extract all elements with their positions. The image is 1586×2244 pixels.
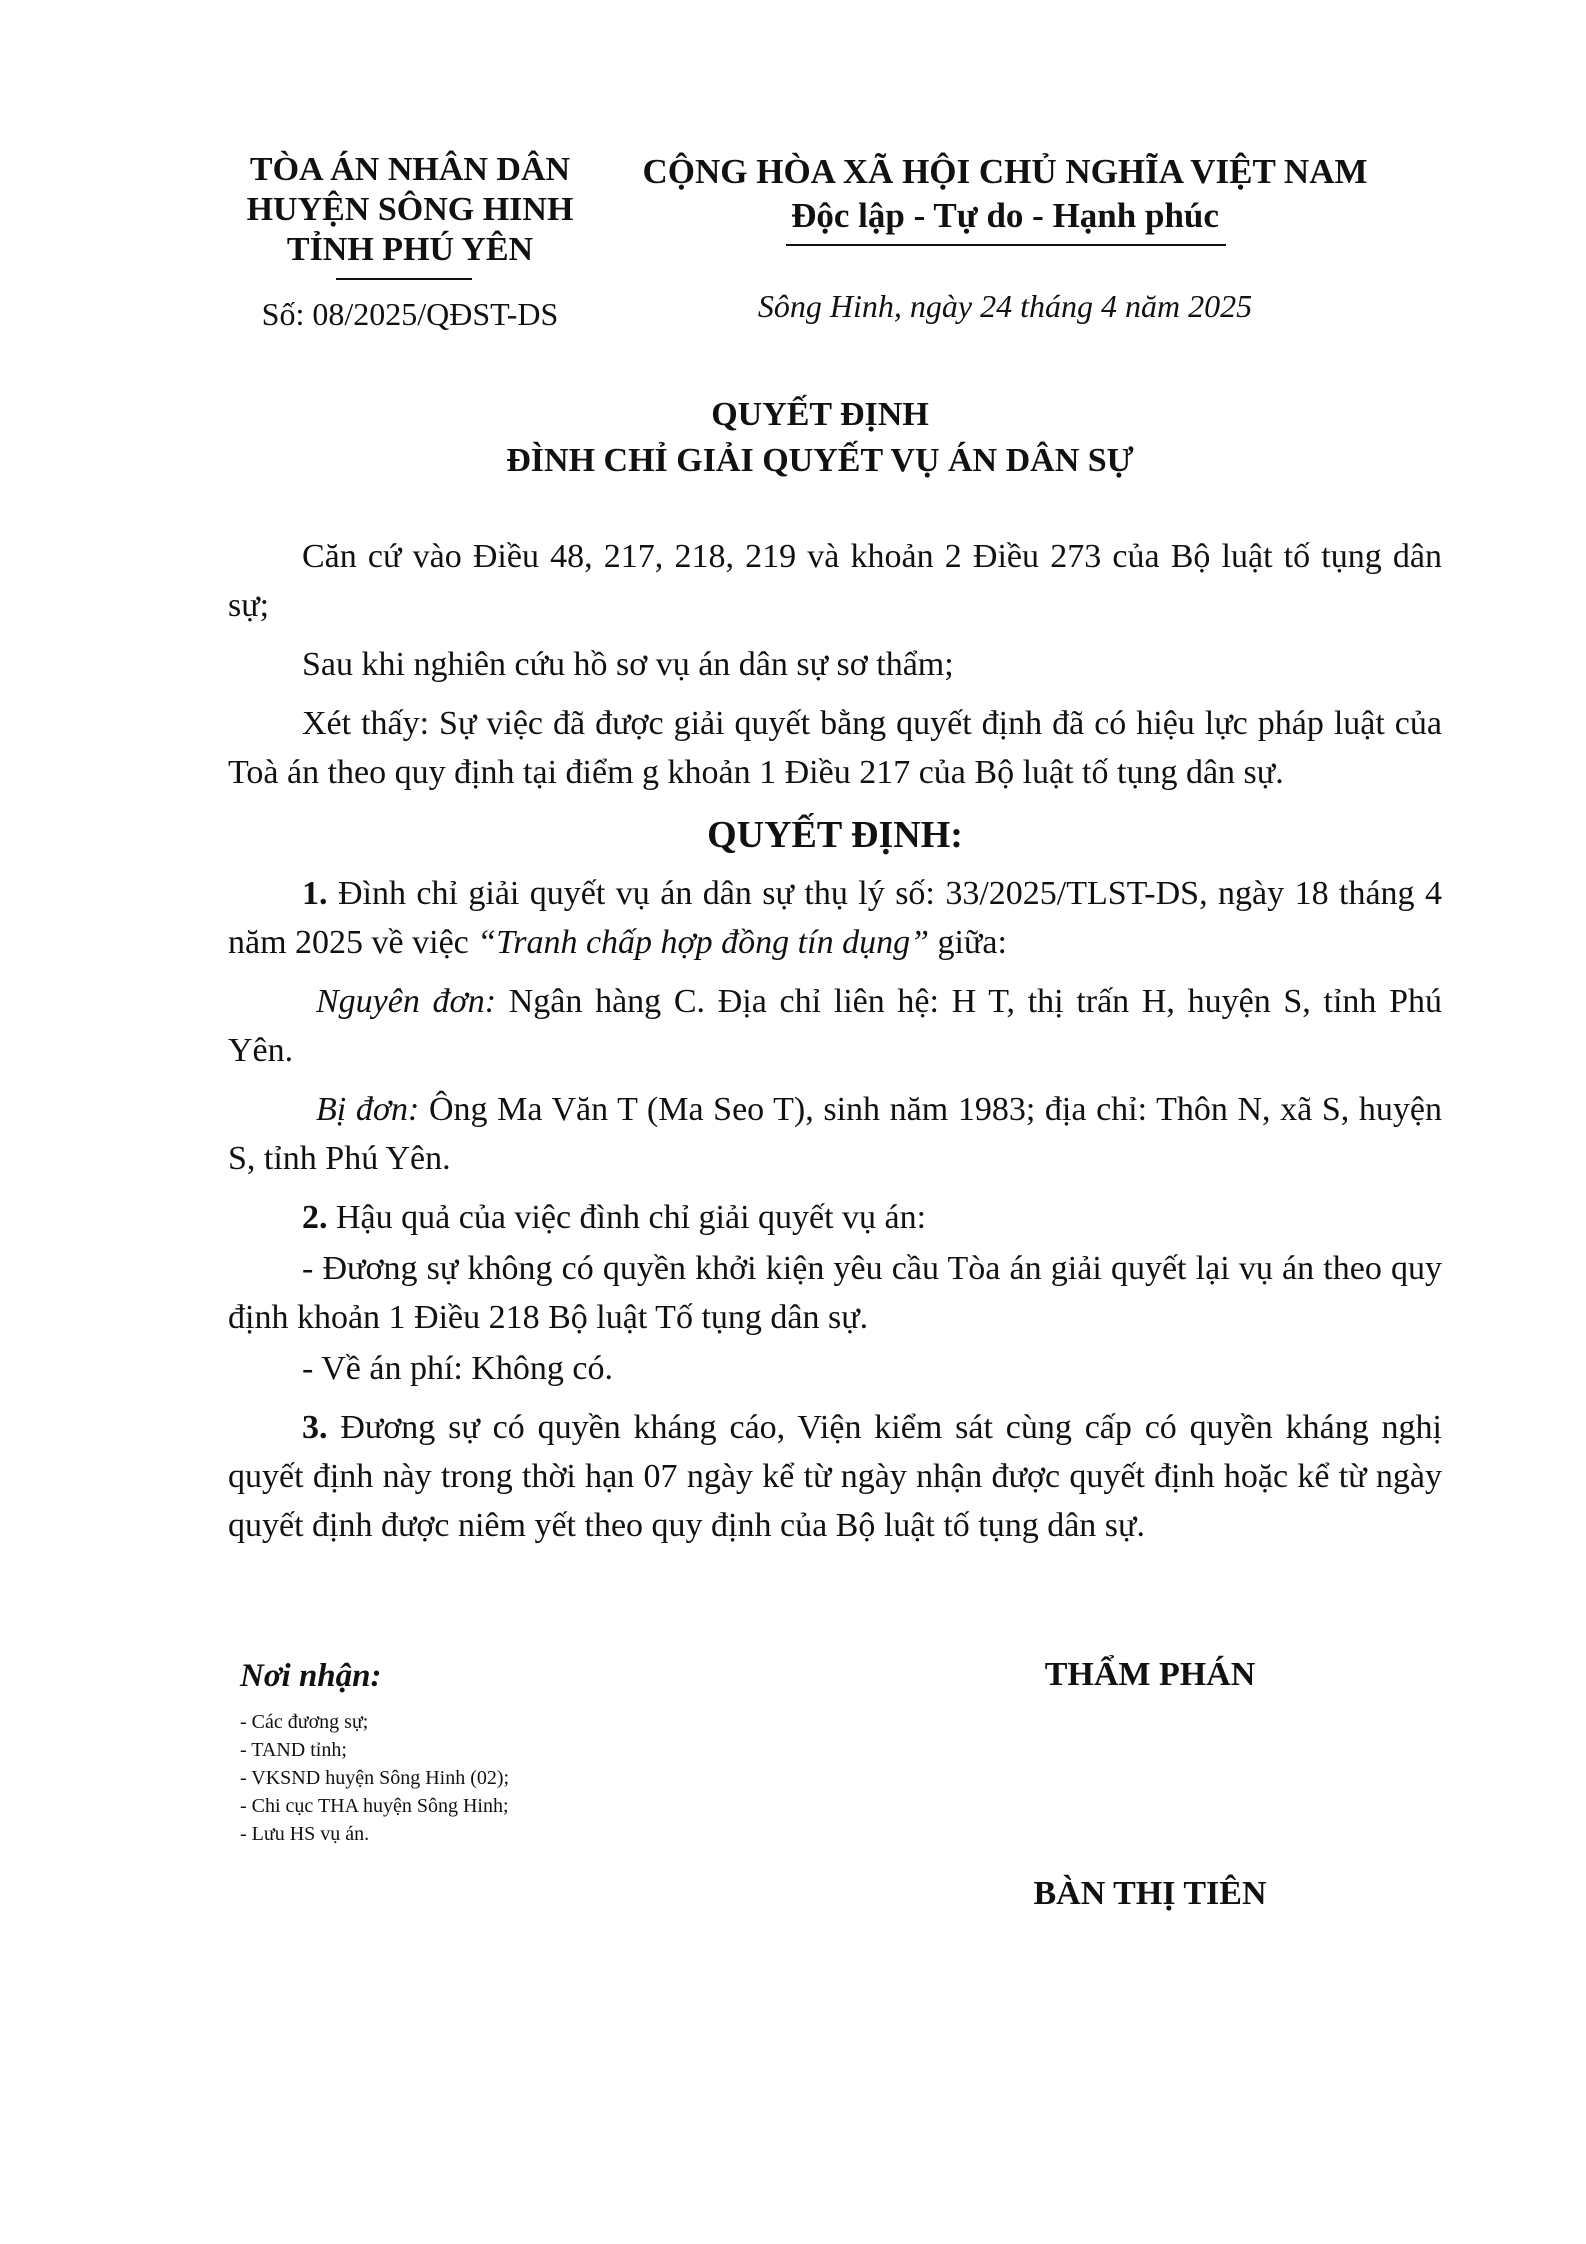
motto-underline [786,244,1226,246]
case-name: “Tranh chấp hợp đồng tín dụng” [477,924,929,961]
document-body [228,532,1442,1560]
defendant-details: Ông Ma Văn T (Ma Seo T), sinh năm 1983; địa chỉ: Thôn N, xã S, huyện S, tỉnh Phú Yên. [228,1091,1442,1177]
recipients-list [240,1708,509,1848]
place-and-date: Sông Hinh, ngày 24 tháng 4 năm 2025 [757,288,1253,324]
recipients-title: Nơi nhận: [240,1658,382,1694]
recipient-item: - Chi cục THA huyện Sông Hinh; [240,1795,509,1817]
recipient-item: - VKSND huyện Sông Hinh (02); [240,1767,510,1789]
item-text: Đương sự có quyền kháng cáo, Viện kiểm sát cùng cấp có quyền kháng nghị quyết định này trong thời hạn 07 ngày kể từ ngày nhận được quyết định hoặc kể từ ngày quyết định được niêm yết theo quy định của Bộ luật tố tụng dân sự. [228,1409,1442,1544]
national-motto: Độc lập - Tự do - Hạnh phúc [791,196,1219,235]
legal-basis-paragraph: Căn cứ vào Điều 48, 217, 218, 219 và khoản 2 Điều 273 của Bộ luật tố tụng dân sự; [228,538,1442,624]
court-name-line1: TÒA ÁN NHÂN DÂN [249,151,571,188]
decision-heading: QUYẾT ĐỊNH: [707,814,963,856]
national-title: CỘNG HÒA XÃ HỘI CHỦ NGHĨA VIỆT NAM [642,152,1368,191]
item-text-end: giữa: [928,924,1007,961]
consequence-bullet-2: - Về án phí: Không có. [302,1350,613,1387]
item-text: Hậu quả của việc đình chỉ giải quyết vụ án: [327,1199,927,1236]
document-number: Số: 08/2025/QĐST-DS [261,296,559,332]
signer-name: BÀN THỊ TIÊN [1033,1875,1267,1912]
plaintiff-details: Ngân hàng C. Địa chỉ liên hệ: H T, thị trấn H, huyện S, tỉnh Phú Yên. [228,983,1443,1069]
recipient-item: - Lưu HS vụ án. [240,1823,370,1845]
item-text: Đình chỉ giải quyết vụ án dân sự thụ lý số: 33/2025/TLST-DS, ngày 18 tháng 4 năm 2025 về việc [228,875,1442,961]
item-number: 1. [302,875,328,912]
item-number: 3. [302,1409,328,1446]
review-paragraph: Sau khi nghiên cứu hồ sơ vụ án dân sự sơ thẩm; [302,646,954,683]
item-number: 2. [302,1199,328,1236]
recipient-item: - Các đương sự; [240,1711,369,1733]
document-title [220,392,1420,484]
decision-item-2 [228,1193,1442,1242]
decision-item-1 [228,869,1442,967]
court-name-line3: TỈNH PHÚ YÊN [286,231,534,268]
court-header-underline [336,278,472,280]
defendant-paragraph [228,1085,1442,1183]
national-header [600,150,1410,238]
court-header [220,150,600,270]
title-line1: QUYẾT ĐỊNH [711,396,929,433]
plaintiff-paragraph [228,977,1442,1075]
signer-title: THẨM PHÁN [1044,1656,1256,1693]
court-name-line2: HUYỆN SÔNG HINH [246,191,574,228]
defendant-label: Bị đơn: [316,1091,420,1128]
title-line2: ĐÌNH CHỈ GIẢI QUYẾT VỤ ÁN DÂN SỰ [506,442,1134,479]
plaintiff-label: Nguyên đơn: [316,983,497,1020]
finding-paragraph: Xét thấy: Sự việc đã được giải quyết bằng quyết định đã có hiệu lực pháp luật của Toà án theo quy định tại điểm g khoản 1 Điều 217 của Bộ luật tố tụng dân sự. [228,705,1442,791]
recipient-item: - TAND tỉnh; [240,1739,347,1761]
decision-item-3 [228,1403,1442,1550]
consequence-bullet-1: - Đương sự không có quyền khởi kiện yêu cầu Tòa án giải quyết lại vụ án theo quy định khoản 1 Điều 218 Bộ luật Tố tụng dân sự. [228,1250,1442,1336]
